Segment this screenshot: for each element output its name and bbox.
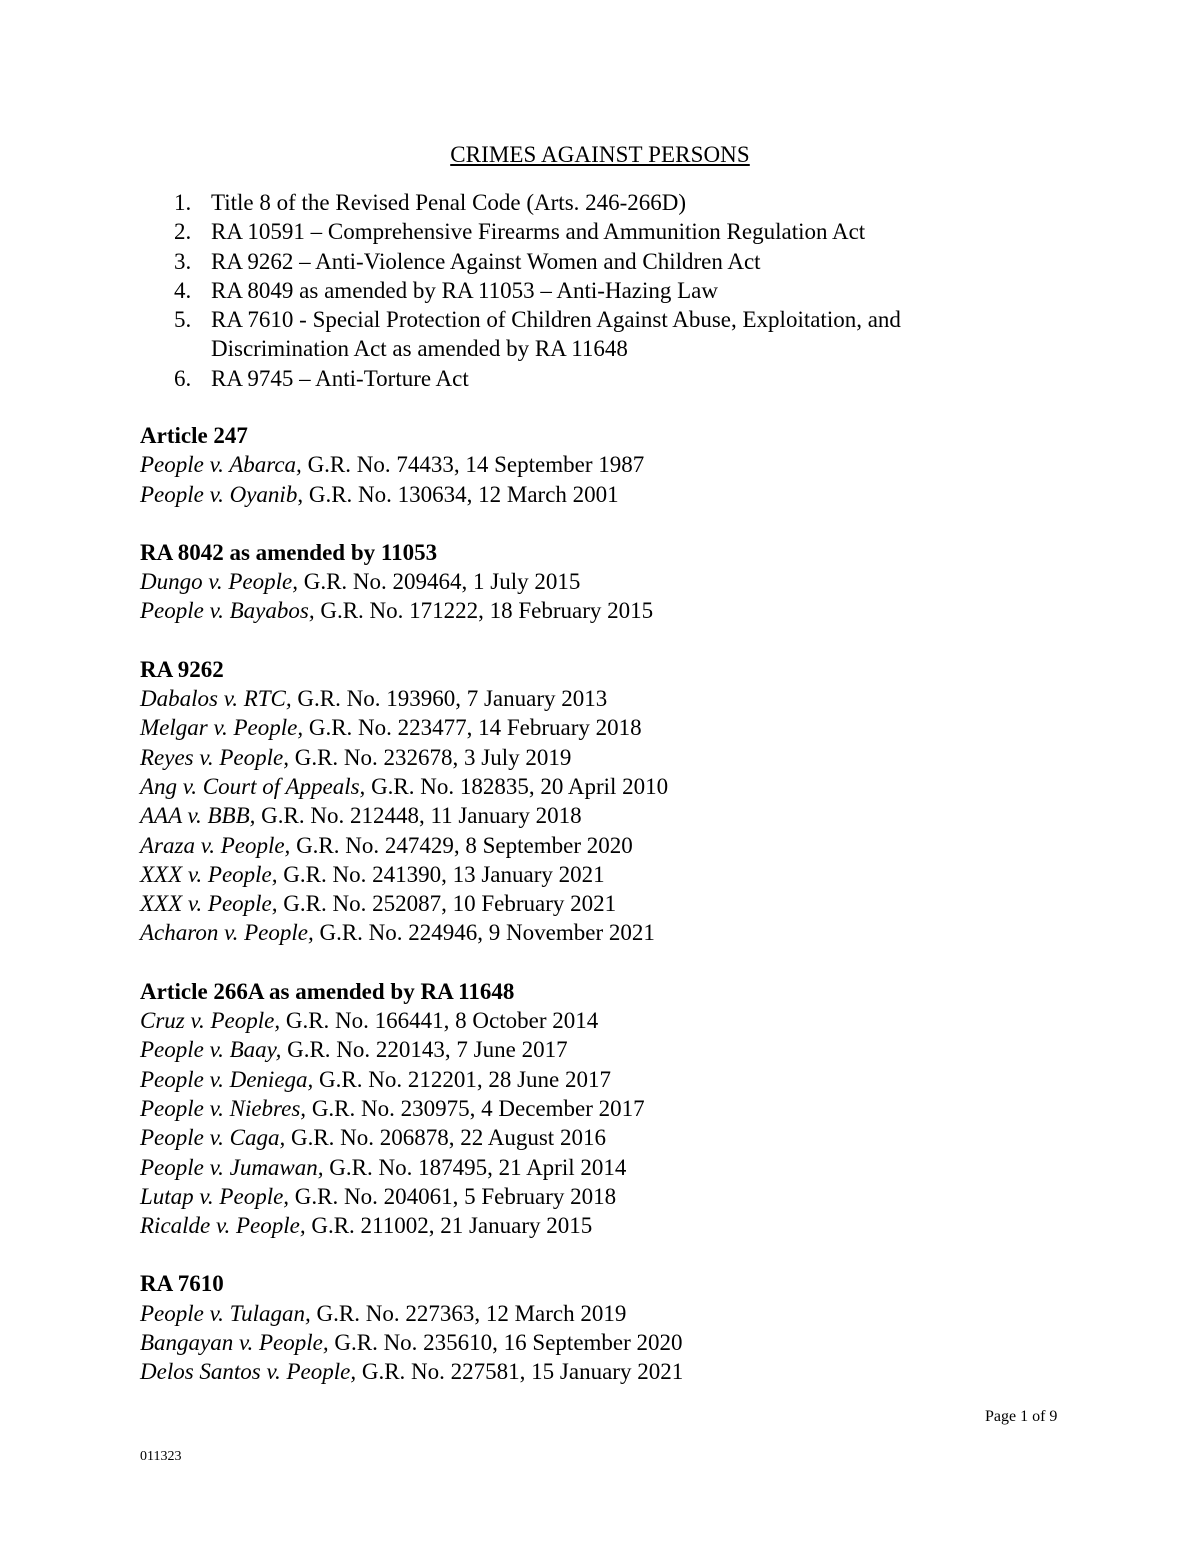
case-reference: G.R. No. 187495, 21 April 2014 <box>323 1154 627 1180</box>
case-citation <box>140 918 1040 947</box>
case-citation <box>140 684 1040 713</box>
case-name: People v. Baay, <box>140 1037 282 1063</box>
case-reference: G.R. No. 206878, 22 August 2016 <box>285 1125 606 1151</box>
section-heading: RA 7610 <box>140 1271 224 1297</box>
case-citation <box>140 1328 1040 1357</box>
case-name: People v. Caga, <box>140 1125 286 1151</box>
law-number: 1. <box>174 190 192 215</box>
section-heading: RA 8042 as amended by 11053 <box>140 539 438 565</box>
case-name: Dungo v. People, <box>140 569 298 595</box>
case-name: Acharon v. People, <box>140 920 314 946</box>
law-item <box>140 217 1020 246</box>
case-reference: G.R. No. 74433, 14 September 1987 <box>301 452 645 478</box>
case-reference: G.R. No. 182835, 20 April 2010 <box>365 773 669 799</box>
law-text: RA 9745 – Anti-Torture Act <box>211 365 469 391</box>
case-name: XXX v. People, <box>140 861 278 887</box>
case-reference: G.R. No. 166441, 8 October 2014 <box>280 1008 599 1034</box>
case-name: People v. Jumawan, <box>140 1154 324 1180</box>
case-reference: G.R. No. 241390, 13 January 2021 <box>277 861 605 887</box>
case-citation <box>140 596 1040 625</box>
case-citation <box>140 772 1040 801</box>
case-citation <box>140 1182 1040 1211</box>
case-name: People v. Tulagan, <box>140 1300 311 1326</box>
law-text: RA 7610 - Special Protection of Children Against Abuse, Exploitation, and Discrimination Act as amended by RA 11648 <box>211 307 901 362</box>
case-name: Dabalos v. RTC, <box>140 686 292 712</box>
case-reference: G.R. No. 171222, 18 February 2015 <box>314 598 654 624</box>
case-citation <box>140 713 1040 742</box>
document-title: CRIMES AGAINST PERSONS <box>450 142 750 167</box>
case-name: Cruz v. People, <box>140 1008 281 1034</box>
case-name: People v. Oyanib <box>140 481 298 507</box>
law-text: Title 8 of the Revised Penal Code (Arts. 246-266D) <box>211 190 687 215</box>
law-item <box>140 247 1020 276</box>
law-text: RA 8049 as amended by RA 11053 – Anti-Hazing Law <box>211 277 718 303</box>
case-name: Lutap v. People, <box>140 1183 290 1209</box>
case-citation <box>140 450 1040 479</box>
case-name: AAA v. BBB, <box>140 803 256 829</box>
case-section <box>140 655 1040 948</box>
case-citation <box>140 1035 1040 1064</box>
law-text: RA 9262 – Anti-Violence Against Women and Children Act <box>211 248 761 274</box>
case-reference: G.R. No. 235610, 16 September 2020 <box>328 1330 683 1356</box>
case-reference: G.R. No. 193960, 7 January 2013 <box>291 686 608 712</box>
case-reference: G.R. No. 230975, 4 December 2017 <box>306 1095 645 1121</box>
section-heading: Article 266A as amended by RA 11648 <box>140 978 515 1004</box>
case-reference: G.R. No. 204061, 5 February 2018 <box>289 1183 617 1209</box>
case-section <box>140 977 1040 1241</box>
case-reference: G.R. No. 227581, 15 January 2021 <box>356 1359 684 1385</box>
case-citation <box>140 860 1040 889</box>
case-name: XXX v. People, <box>140 891 278 917</box>
case-name: People v. Bayabos, <box>140 598 315 624</box>
case-name: Ang v. Court of Appeals, <box>140 773 366 799</box>
case-citation <box>140 567 1040 596</box>
case-name: People v. Niebres, <box>140 1095 307 1121</box>
case-reference: G.R. No. 232678, 3 July 2019 <box>288 744 572 770</box>
case-section <box>140 421 1040 509</box>
case-citation <box>140 1357 1040 1386</box>
case-citation <box>140 1006 1040 1035</box>
case-name: Delos Santos v. People, <box>140 1359 357 1385</box>
case-citation <box>140 480 1040 509</box>
case-reference: G.R. No. 252087, 10 February 2021 <box>277 891 617 917</box>
case-name: Melgar v. People, <box>140 715 304 741</box>
case-reference: G.R. No. 212201, 28 June 2017 <box>313 1066 612 1092</box>
case-section <box>140 1269 1040 1386</box>
case-section <box>140 538 1040 626</box>
document-code: 011323 <box>140 1449 182 1464</box>
case-name: Reyes v. People, <box>140 744 289 770</box>
case-name: Bangayan v. People, <box>140 1330 329 1356</box>
law-item <box>140 364 1020 393</box>
page-number: Page 1 of 9 <box>985 1408 1058 1425</box>
case-reference: G.R. 211002, 21 January 2015 <box>305 1213 593 1239</box>
case-sections <box>140 421 1040 1416</box>
case-reference: G.R. No. 209464, 1 July 2015 <box>297 569 581 595</box>
law-number: 3. <box>174 248 192 274</box>
law-number: 2. <box>174 219 192 245</box>
case-citation <box>140 831 1040 860</box>
laws-list <box>140 188 1020 393</box>
case-citation <box>140 1065 1040 1094</box>
law-item <box>140 188 1020 217</box>
section-heading: Article 247 <box>140 423 248 448</box>
case-reference: G.R. No. 223477, 14 February 2018 <box>303 715 642 741</box>
case-citation <box>140 801 1040 830</box>
law-number: 6. <box>174 365 192 391</box>
case-reference: G.R. No. 227363, 12 March 2019 <box>310 1300 627 1326</box>
law-item <box>140 276 1020 305</box>
section-heading: RA 9262 <box>140 656 224 682</box>
law-number: 4. <box>174 277 192 303</box>
case-citation <box>140 1299 1040 1328</box>
case-citation <box>140 1123 1040 1152</box>
law-number: 5. <box>174 307 192 333</box>
case-reference: G.R. No. 212448, 11 January 2018 <box>255 803 582 829</box>
case-name: Araza v. People, <box>140 832 291 858</box>
case-citation <box>140 1211 1040 1240</box>
case-citation <box>140 743 1040 772</box>
case-reference: G.R. No. 220143, 7 June 2017 <box>281 1037 568 1063</box>
case-name: Ricalde v. People, <box>140 1213 306 1239</box>
case-citation <box>140 1094 1040 1123</box>
case-citation <box>140 1153 1040 1182</box>
case-citation <box>140 889 1040 918</box>
law-text: RA 10591 – Comprehensive Firearms and Ammunition Regulation Act <box>211 219 866 245</box>
law-item <box>140 305 1020 364</box>
case-reference: G.R. No. 224946, 9 November 2021 <box>313 920 655 946</box>
case-reference: , G.R. No. 130634, 12 March 2001 <box>297 481 619 507</box>
case-name: People v. Abarca, <box>140 452 302 478</box>
case-name: People v. Deniega, <box>140 1066 314 1092</box>
case-reference: G.R. No. 247429, 8 September 2020 <box>290 832 633 858</box>
